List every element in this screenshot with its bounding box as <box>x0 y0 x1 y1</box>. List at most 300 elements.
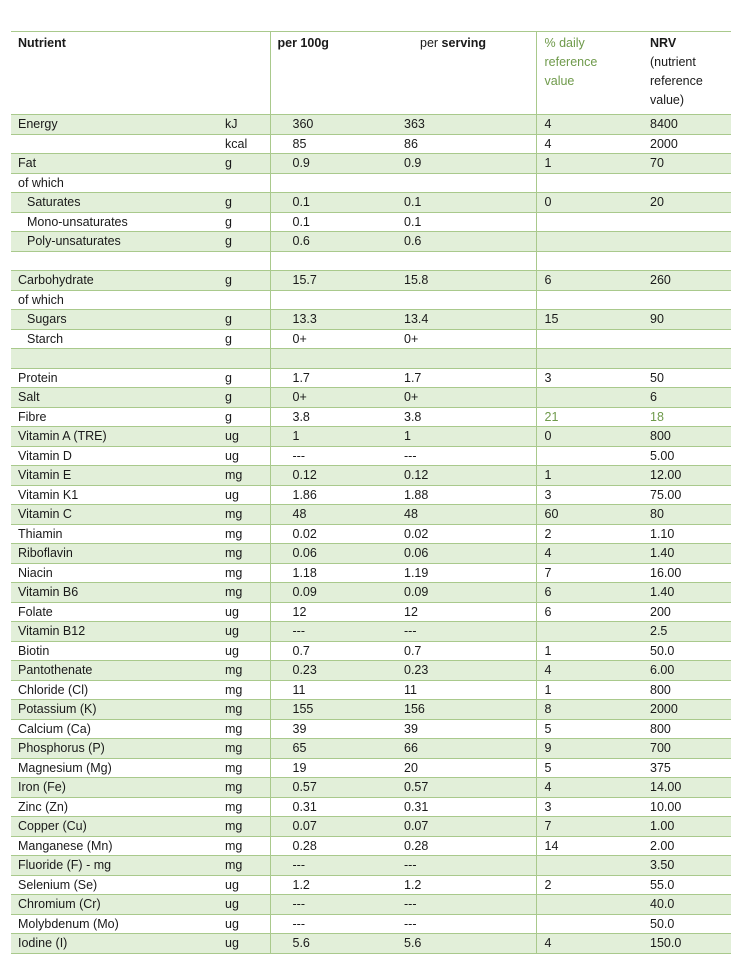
pct-daily-value: 4 <box>536 661 643 681</box>
pct-daily-value <box>536 251 643 271</box>
unit: g <box>225 271 270 291</box>
per-100g-value: 5.6 <box>270 934 376 954</box>
per-serving-value: --- <box>376 895 536 915</box>
unit: ug <box>225 914 270 934</box>
table-row <box>11 466 731 486</box>
header-per-100g: per 100g <box>270 32 376 115</box>
pct-daily-value <box>536 212 643 232</box>
unit: g <box>225 329 270 349</box>
table-row <box>11 485 731 505</box>
nutrient-name: Magnesium (Mg) <box>11 758 225 778</box>
nutrient-name: Selenium (Se) <box>11 875 225 895</box>
nutrient-name: Vitamin C <box>11 505 225 525</box>
pct-daily-value: 7 <box>536 817 643 837</box>
nutrient-name: Fluoride (F) - mg <box>11 856 225 876</box>
nutrient-name: Potassium (K) <box>11 700 225 720</box>
nutrient-name: Calcium (Ca) <box>11 719 225 739</box>
nutrient-name: Copper (Cu) <box>11 817 225 837</box>
per-100g-value: 0.06 <box>270 544 376 564</box>
pct-daily-value <box>536 914 643 934</box>
unit: mg <box>225 856 270 876</box>
per-serving-value: 1.19 <box>376 563 536 583</box>
nrv-value: 800 <box>643 719 731 739</box>
unit: mg <box>225 544 270 564</box>
nutrient-name: of which <box>11 290 225 310</box>
per-100g-value: 11 <box>270 680 376 700</box>
nrv-value <box>643 251 731 271</box>
pct-daily-value: 3 <box>536 368 643 388</box>
per-100g-value: 0.07 <box>270 817 376 837</box>
pct-daily-value <box>536 856 643 876</box>
table-row <box>11 407 731 427</box>
pct-daily-value: 3 <box>536 485 643 505</box>
per-100g-value: 39 <box>270 719 376 739</box>
unit: mg <box>225 817 270 837</box>
pct-daily-value <box>536 622 643 642</box>
header-nutrient: Nutrient <box>11 32 225 115</box>
unit <box>225 173 270 193</box>
nutrient-name: Thiamin <box>11 524 225 544</box>
per-serving-value: 0.12 <box>376 466 536 486</box>
nutrient-name: Biotin <box>11 641 225 661</box>
pct-daily-value: 1 <box>536 466 643 486</box>
unit: g <box>225 407 270 427</box>
nrv-value: 2.5 <box>643 622 731 642</box>
nutrient-name: Zinc (Zn) <box>11 797 225 817</box>
table-row <box>11 700 731 720</box>
table-row <box>11 797 731 817</box>
per-serving-value: 0.9 <box>376 154 536 174</box>
nrv-value <box>643 232 731 252</box>
per-100g-value: 0.6 <box>270 232 376 252</box>
per-serving-value: 0.6 <box>376 232 536 252</box>
unit: g <box>225 388 270 408</box>
nutrient-name: Molybdenum (Mo) <box>11 914 225 934</box>
nutrient-name: Chromium (Cr) <box>11 895 225 915</box>
table-row <box>11 310 731 330</box>
nutrient-name: Starch <box>11 329 225 349</box>
unit: g <box>225 232 270 252</box>
nrv-value: 3.50 <box>643 856 731 876</box>
per-serving-value: 0+ <box>376 388 536 408</box>
per-100g-value: 1 <box>270 427 376 447</box>
nrv-value: 50 <box>643 368 731 388</box>
pct-daily-value: 15 <box>536 310 643 330</box>
per-serving-value: 1.2 <box>376 875 536 895</box>
pct-daily-value: 1 <box>536 680 643 700</box>
per-100g-value <box>270 349 376 369</box>
per-serving-value: 0.06 <box>376 544 536 564</box>
nrv-value: 200 <box>643 602 731 622</box>
per-100g-value: 3.8 <box>270 407 376 427</box>
nrv-value <box>643 212 731 232</box>
table-row <box>11 446 731 466</box>
nutrient-name: Vitamin K1 <box>11 485 225 505</box>
nrv-sub-1: (nutrient <box>650 55 696 69</box>
per-serving-value: 1 <box>376 427 536 447</box>
unit: ug <box>225 641 270 661</box>
nrv-value: 150.0 <box>643 934 731 954</box>
table-row <box>11 349 731 369</box>
unit: mg <box>225 505 270 525</box>
pct-daily-value: 0 <box>536 193 643 213</box>
pct-daily-value: 21 <box>536 407 643 427</box>
pct-line-2: reference <box>544 55 598 69</box>
per-100g-value: 15.7 <box>270 271 376 291</box>
per-100g-value: 0+ <box>270 329 376 349</box>
unit: ug <box>225 602 270 622</box>
pct-daily-value: 2 <box>536 524 643 544</box>
pct-daily-value: 9 <box>536 739 643 759</box>
per-100g-value <box>270 173 376 193</box>
unit: ug <box>225 875 270 895</box>
pct-daily-value: 6 <box>536 271 643 291</box>
nrv-value: 800 <box>643 427 731 447</box>
nutrient-name: Phosphorus (P) <box>11 739 225 759</box>
unit: ug <box>225 895 270 915</box>
nutrient-name: Iodine (I) <box>11 934 225 954</box>
pct-daily-value: 60 <box>536 505 643 525</box>
nrv-value: 800 <box>643 680 731 700</box>
nrv-value <box>643 173 731 193</box>
nrv-value: 90 <box>643 310 731 330</box>
nutrient-name: Saturates <box>11 193 225 213</box>
per-100g-value: --- <box>270 856 376 876</box>
pct-daily-value <box>536 388 643 408</box>
nutrient-name: Pantothenate <box>11 661 225 681</box>
table-row <box>11 817 731 837</box>
unit <box>225 251 270 271</box>
table-row <box>11 563 731 583</box>
nrv-value <box>643 329 731 349</box>
table-row <box>11 134 731 154</box>
unit: mg <box>225 836 270 856</box>
unit: g <box>225 212 270 232</box>
nrv-value: 260 <box>643 271 731 291</box>
nutrient-name: Poly-unsaturates <box>11 232 225 252</box>
nrv-value: 6 <box>643 388 731 408</box>
per-serving-value: 5.6 <box>376 934 536 954</box>
nutrient-name: Vitamin E <box>11 466 225 486</box>
nutrient-name: Fat <box>11 154 225 174</box>
nrv-value: 8400 <box>643 115 731 135</box>
nrv-value: 1.40 <box>643 544 731 564</box>
per-100g-value: 0.57 <box>270 778 376 798</box>
pct-daily-value: 1 <box>536 641 643 661</box>
per-serving-value <box>376 349 536 369</box>
unit: ug <box>225 622 270 642</box>
unit: mg <box>225 563 270 583</box>
pct-daily-value: 6 <box>536 602 643 622</box>
per-serving-value: 0.07 <box>376 817 536 837</box>
table-row <box>11 329 731 349</box>
nutrient-name <box>11 134 225 154</box>
nrv-value: 16.00 <box>643 563 731 583</box>
nrv-value: 70 <box>643 154 731 174</box>
per-serving-value: 39 <box>376 719 536 739</box>
nrv-title: NRV <box>650 36 677 50</box>
per-100g-value: 0.9 <box>270 154 376 174</box>
pct-daily-value <box>536 232 643 252</box>
table-row <box>11 271 731 291</box>
header-unit <box>225 32 270 115</box>
nutrient-name: Manganese (Mn) <box>11 836 225 856</box>
table-row <box>11 661 731 681</box>
table-row <box>11 622 731 642</box>
table-row <box>11 836 731 856</box>
nutrient-name: Fibre <box>11 407 225 427</box>
per-serving-value <box>376 173 536 193</box>
unit: mg <box>225 778 270 798</box>
table-row <box>11 115 731 135</box>
header-nrv <box>643 32 731 115</box>
nrv-value: 18 <box>643 407 731 427</box>
per-serving-value: 0.28 <box>376 836 536 856</box>
per-serving-value: 15.8 <box>376 271 536 291</box>
header-row <box>11 32 731 115</box>
unit: ug <box>225 485 270 505</box>
unit: mg <box>225 680 270 700</box>
per-100g-value: 1.86 <box>270 485 376 505</box>
pct-daily-value: 14 <box>536 836 643 856</box>
nrv-value: 40.0 <box>643 895 731 915</box>
per-100g-value: 0.31 <box>270 797 376 817</box>
table-row <box>11 583 731 603</box>
unit: g <box>225 368 270 388</box>
table-row <box>11 719 731 739</box>
per-100g-value: 1.2 <box>270 875 376 895</box>
per-serving-value: 156 <box>376 700 536 720</box>
pct-daily-value: 7 <box>536 563 643 583</box>
per-serving-value: 0+ <box>376 329 536 349</box>
pct-daily-value: 5 <box>536 719 643 739</box>
per-serving-value: 363 <box>376 115 536 135</box>
nutrient-name: Vitamin A (TRE) <box>11 427 225 447</box>
per-serving-value: 66 <box>376 739 536 759</box>
pct-daily-value: 6 <box>536 583 643 603</box>
per-100g-value: 0+ <box>270 388 376 408</box>
pct-line-1: % daily <box>544 36 585 50</box>
per-serving-value: 0.02 <box>376 524 536 544</box>
table-row <box>11 875 731 895</box>
table-row <box>11 232 731 252</box>
per-serving-value: 13.4 <box>376 310 536 330</box>
nutrient-name: Chloride (Cl) <box>11 680 225 700</box>
per-serving-value: 0.31 <box>376 797 536 817</box>
per-100g-value: --- <box>270 895 376 915</box>
pct-daily-value: 4 <box>536 778 643 798</box>
per-serving-bold: serving <box>441 36 487 50</box>
table-row <box>11 895 731 915</box>
per-100g-value: 1.18 <box>270 563 376 583</box>
unit: ug <box>225 446 270 466</box>
nutrient-name <box>11 349 225 369</box>
pct-daily-value <box>536 349 643 369</box>
per-100g-value: 0.28 <box>270 836 376 856</box>
nutrient-name: Vitamin D <box>11 446 225 466</box>
nutrient-name: Vitamin B6 <box>11 583 225 603</box>
nrv-value: 375 <box>643 758 731 778</box>
pct-daily-value <box>536 446 643 466</box>
per-100g-value: 0.09 <box>270 583 376 603</box>
pct-daily-value <box>536 173 643 193</box>
table-row <box>11 427 731 447</box>
nrv-value: 55.0 <box>643 875 731 895</box>
pct-daily-value <box>536 895 643 915</box>
pct-daily-value <box>536 329 643 349</box>
per-serving-value: --- <box>376 622 536 642</box>
table-row <box>11 368 731 388</box>
nrv-value: 5.00 <box>643 446 731 466</box>
per-serving-value: 48 <box>376 505 536 525</box>
per-100g-value: 19 <box>270 758 376 778</box>
nrv-value: 1.00 <box>643 817 731 837</box>
unit: g <box>225 154 270 174</box>
unit: mg <box>225 719 270 739</box>
table-row <box>11 154 731 174</box>
per-serving-value: 1.7 <box>376 368 536 388</box>
pct-line-3: value <box>544 74 575 88</box>
unit: g <box>225 193 270 213</box>
unit: kJ <box>225 115 270 135</box>
table-row <box>11 602 731 622</box>
nutrient-name: Iron (Fe) <box>11 778 225 798</box>
per-100g-value <box>270 290 376 310</box>
table-row <box>11 758 731 778</box>
nrv-value: 50.0 <box>643 641 731 661</box>
nrv-value: 50.0 <box>643 914 731 934</box>
per-100g-value: 48 <box>270 505 376 525</box>
nutrient-name: Carbohydrate <box>11 271 225 291</box>
nrv-value: 2000 <box>643 700 731 720</box>
nutrient-name: Mono-unsaturates <box>11 212 225 232</box>
per-serving-value: 0.09 <box>376 583 536 603</box>
per-100g-value: 0.12 <box>270 466 376 486</box>
unit: mg <box>225 739 270 759</box>
pct-daily-value <box>536 290 643 310</box>
per-100g-value: 13.3 <box>270 310 376 330</box>
per-serving-prefix: per <box>420 36 442 50</box>
unit: mg <box>225 583 270 603</box>
per-100g-value: 360 <box>270 115 376 135</box>
pct-daily-value: 3 <box>536 797 643 817</box>
nrv-value <box>643 349 731 369</box>
per-serving-value: 0.57 <box>376 778 536 798</box>
per-serving-value: --- <box>376 856 536 876</box>
pct-daily-value: 5 <box>536 758 643 778</box>
table-row <box>11 934 731 954</box>
table-row <box>11 251 731 271</box>
header-pct-daily <box>536 32 643 115</box>
table-row <box>11 778 731 798</box>
pct-daily-value: 4 <box>536 115 643 135</box>
unit: mg <box>225 758 270 778</box>
nrv-value: 1.40 <box>643 583 731 603</box>
per-100g-value: 65 <box>270 739 376 759</box>
nutrient-name: Niacin <box>11 563 225 583</box>
nrv-value <box>643 290 731 310</box>
table-row <box>11 505 731 525</box>
table-row <box>11 524 731 544</box>
nrv-value: 12.00 <box>643 466 731 486</box>
nrv-value: 75.00 <box>643 485 731 505</box>
unit <box>225 290 270 310</box>
nrv-value: 1.10 <box>643 524 731 544</box>
per-serving-value: 20 <box>376 758 536 778</box>
per-100g-value: 155 <box>270 700 376 720</box>
nutrient-name: Riboflavin <box>11 544 225 564</box>
nutrient-name: of which <box>11 173 225 193</box>
table-row <box>11 914 731 934</box>
unit: mg <box>225 524 270 544</box>
nrv-value: 20 <box>643 193 731 213</box>
nutrition-table <box>11 31 731 954</box>
per-serving-value: 86 <box>376 134 536 154</box>
nutrient-name: Salt <box>11 388 225 408</box>
per-serving-value: 3.8 <box>376 407 536 427</box>
per-100g-value: --- <box>270 446 376 466</box>
nutrient-name: Energy <box>11 115 225 135</box>
unit: mg <box>225 661 270 681</box>
table-row <box>11 388 731 408</box>
per-100g-value: --- <box>270 622 376 642</box>
per-serving-value: 12 <box>376 602 536 622</box>
per-serving-value <box>376 290 536 310</box>
unit: mg <box>225 700 270 720</box>
per-100g-value: 0.1 <box>270 212 376 232</box>
pct-daily-value: 4 <box>536 134 643 154</box>
per-100g-value: 0.23 <box>270 661 376 681</box>
table-row <box>11 641 731 661</box>
per-100g-value: 12 <box>270 602 376 622</box>
nutrient-name: Sugars <box>11 310 225 330</box>
nutrient-name <box>11 251 225 271</box>
pct-daily-value: 4 <box>536 544 643 564</box>
per-100g-value <box>270 251 376 271</box>
per-100g-value: 0.1 <box>270 193 376 213</box>
per-100g-value: 85 <box>270 134 376 154</box>
pct-daily-value: 2 <box>536 875 643 895</box>
nutrition-table-frame <box>11 31 720 950</box>
per-serving-value <box>376 251 536 271</box>
per-100g-value: 0.02 <box>270 524 376 544</box>
nrv-value: 2.00 <box>643 836 731 856</box>
nrv-sub-2: reference <box>650 74 703 88</box>
unit: ug <box>225 427 270 447</box>
unit: mg <box>225 466 270 486</box>
nutrient-name: Protein <box>11 368 225 388</box>
per-100g-value: --- <box>270 914 376 934</box>
nrv-value: 6.00 <box>643 661 731 681</box>
nrv-value: 14.00 <box>643 778 731 798</box>
per-serving-value: 0.23 <box>376 661 536 681</box>
pct-daily-value: 8 <box>536 700 643 720</box>
per-100g-value: 0.7 <box>270 641 376 661</box>
table-row <box>11 739 731 759</box>
table-row <box>11 193 731 213</box>
header-per-serving <box>376 32 536 115</box>
nrv-value: 80 <box>643 505 731 525</box>
nrv-value: 10.00 <box>643 797 731 817</box>
per-serving-value: --- <box>376 914 536 934</box>
unit: mg <box>225 797 270 817</box>
per-serving-value: 1.88 <box>376 485 536 505</box>
per-serving-value: 11 <box>376 680 536 700</box>
nutrient-name: Vitamin B12 <box>11 622 225 642</box>
pct-daily-value: 0 <box>536 427 643 447</box>
nrv-value: 700 <box>643 739 731 759</box>
pct-daily-value: 4 <box>536 934 643 954</box>
